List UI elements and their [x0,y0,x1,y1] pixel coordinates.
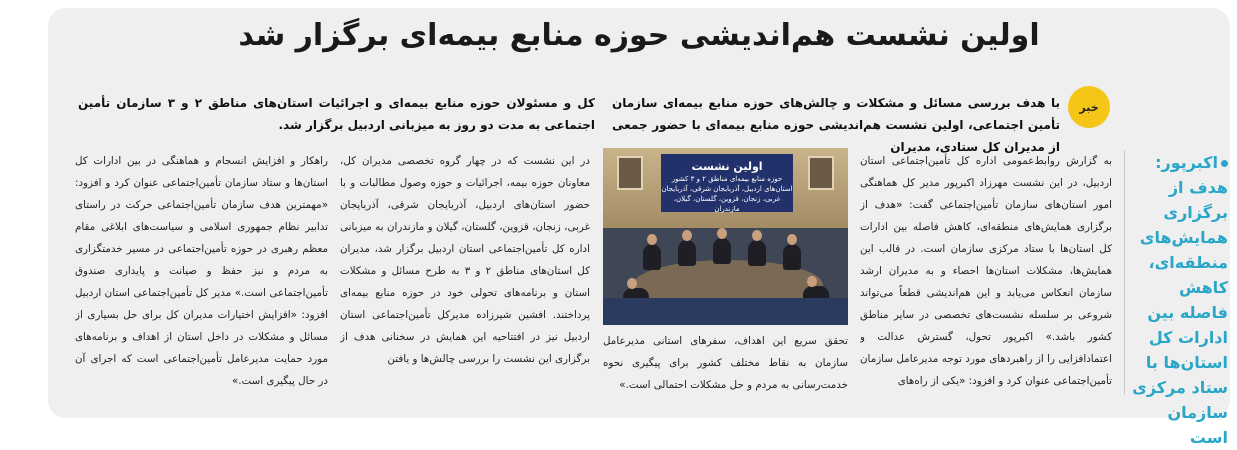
conference-banner [661,154,793,212]
sidebar-quote [1132,150,1228,450]
banner-title: اولین نشست [691,160,763,173]
banner-subtitle: حوزه منابع بیمه‌ای مناطق ۲ و ۳ کشور [671,175,783,183]
column-divider [1124,150,1125,395]
portrait-frame-right [808,156,834,190]
portrait-frame-left [617,156,643,190]
conference-photo [603,148,848,325]
lead-paragraph-right: با هدف بررسی مسائل و مشکلات و چالش‌های حوزه منابع بیمه‌ای سازمان تأمین اجتماعی، اولین نشست هم‌اندیشی حوزه منابع بیمه‌ای با حضور جمعی از مدیران کل ستادی، مدیران [612,96,1060,154]
person [713,238,731,264]
lead-paragraph-left: کل و مسئولان حوزه منابع بیمه‌ای و اجرائیات استان‌های مناطق ۲ و ۳ سازمان تأمین اجتماعی به مدت دو روز به میزبانی اردبیل برگزار شد. [78,96,595,132]
bullet-icon [1221,160,1228,167]
photo-adjacent-text: تحقق سریع این اهداف، سفرهای استانی مدیرعامل سازمان به نقاط مختلف کشور برای پیگیری نحوه خدمت‌رسانی به مردم و حل مشکلات احتمالی است.» [603,335,848,391]
body-column-3: در این نشست که در چهار گروه تخصصی مدیران کل، معاونان حوزه بیمه، اجرائیات و حوزه وصول مطالبات و با حضور استان‌های اردبیل، آذربایجان شرقی، آذربایجان غربی، زنجان، قزوین، گلستان، گیلان و مازندران به میزبانی اداره کل تأمین‌اجتماعی استان اردبیل برگزار شد، مدیران کل استان‌های مناطق ۲ و ۳ به طرح مسائل و مشکلات استان و برنامه‌های تحولی خود در حوزه منابع بیمه‌ای پرداختند. افشین شیرزاده مدیرکل تأمین‌اجتماعی استان اردبیل نیز در افتتاحیه این همایش در سخنانی هدف از برگزاری این نشست را بررسی چالش‌ها و یافتن [340,155,590,365]
body-column-1: به گزارش روابط‌عمومی اداره کل تأمین‌اجتماعی استان اردبیل، در این نشست مهرزاد اکبرپور مدیر کل هماهنگی امور استان‌های سازمان تأمین‌اجتماعی گفت: «هدف از برگزاری همایش‌های منطقه‌ای، کاهش فاصله بین ادارات کل استان‌ها با ستاد مرکزی سازمان است. در قالب این همایش‌ها، مشکلات استان‌ها احصاء و به مدیران ارشد سازمان انعکاس می‌یابد و این هم‌اندیشی قطعاً می‌تواند شروعی بر سلسله نشست‌های تخصصی در سایر مناطق کشور باشد.» اکبرپور تحول، گسترش عدالت و اعتمادافزایی را از راهبردهای مورد توجه مدیرعامل سازمان تأمین‌اجتماعی عنوان کرد و افزود: «یکی از راه‌های [860,155,1112,387]
foreground-row [603,298,848,325]
person [783,244,801,270]
article-headline: اولین نشست هم‌اندیشی حوزه منابع بیمه‌ای برگزار شد [238,18,1040,53]
person [748,240,766,266]
banner-provinces: استان‌های اردبیل، آذربایجان شرقی، آذربایجان غربی، زنجان، قزوین، گلستان، گیلان، مازندران [661,185,793,213]
sidebar-quote-text: اکبرپور: هدف از برگزاری همایش‌های منطقه‌ای، کاهش فاصله بین ادارات کل استان‌ها با ستاد مرکزی سازمان است [1132,153,1228,447]
body-column-4: راهکار و افزایش انسجام و هماهنگی در بین ادارات کل استان‌ها و ستاد سازمان تأمین‌اجتماعی عنوان کرد و افزود: «مهمترین هدف سازمان تأمین‌اجتماعی حرکت در راستای تدابیر نظام جمهوری اسلامی و سیاست‌های ابلاغی مقام معظم رهبری در حوزه تأمین‌اجتماعی در مسیر خدمتگزاری به مردم و نیز حفظ و صیانت و پایداری صندوق تأمین‌اجتماعی است.» مدیر کل تأمین‌اجتماعی استان اردبیل افزود: «افزایش اختیارات مدیران کل برای حل بسیاری از مسائل و مشکلات در داخل استان از اهداف و برنامه‌های مورد حمایت مدیرعامل تأمین‌اجتماعی است که اجرای آن در حال پیگیری است.» [75,155,328,387]
person [678,240,696,266]
person [643,244,661,270]
news-tag-badge: خبر [1068,86,1110,128]
